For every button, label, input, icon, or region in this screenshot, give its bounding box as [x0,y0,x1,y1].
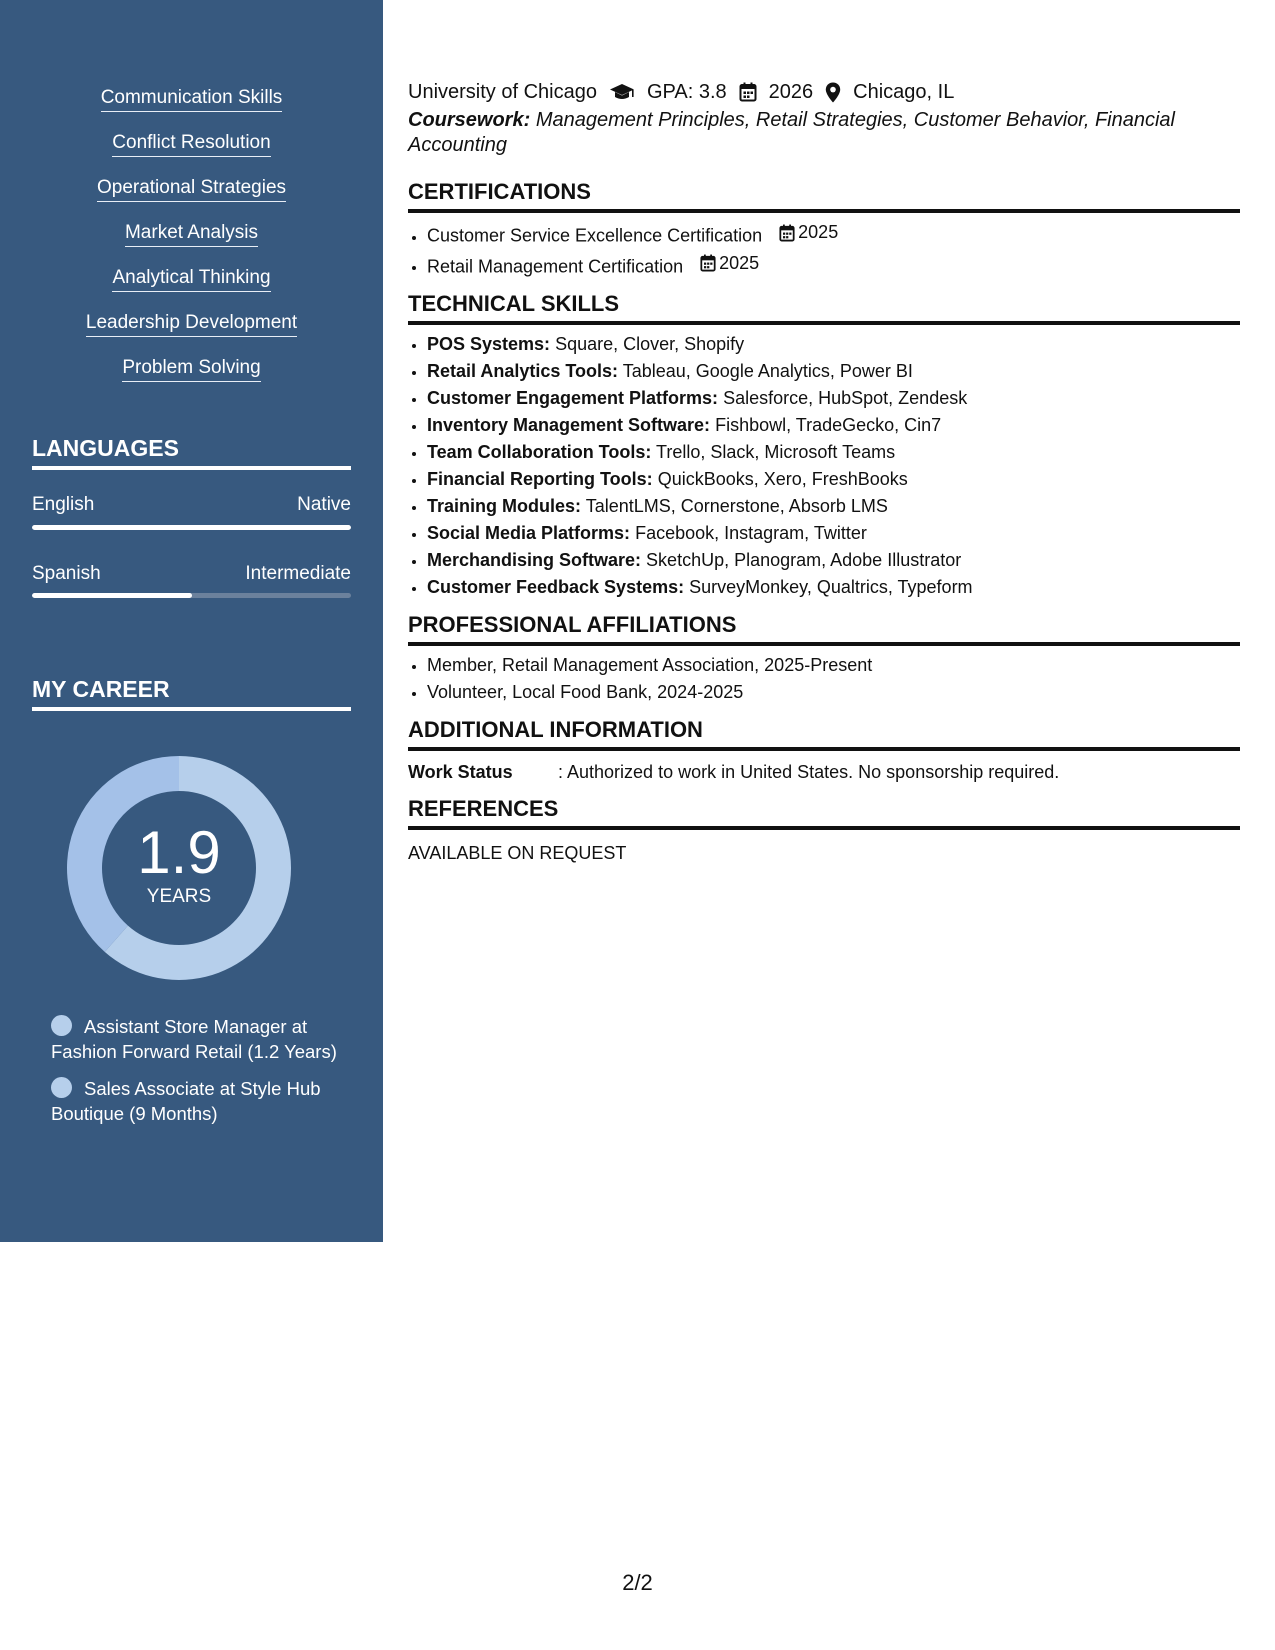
skill-tools: QuickBooks, Xero, FreshBooks [657,469,908,489]
career-item [51,1015,341,1064]
career-item-text: Assistant Store Manager at Fashion Forward Retail (1.2 Years) [51,1016,337,1062]
certification-name: Customer Service Excellence Certification [427,225,763,246]
skill-tools: TalentLMS, Cornerstone, Absorb LMS [585,496,888,516]
skill-item: Leadership Development [86,311,297,337]
calendar-icon [739,82,757,102]
bullet-dot-icon [51,1077,72,1098]
coursework-list: Management Principles, Retail Strategies, Customer Behavior, Financial Accounting [408,109,1176,156]
page-number: 2/2 [622,1570,653,1595]
calendar-icon [700,254,716,272]
skill-tools: Salesforce, HubSpot, Zendesk [723,388,968,408]
career-list [51,1015,341,1139]
skill-category: Customer Engagement Platforms: [427,388,719,408]
technical-skill-item [427,574,1240,601]
certification-year: 2025 [798,222,839,242]
skill-category: Customer Feedback Systems: [427,577,685,597]
skill-tools: Square, Clover, Shopify [555,334,745,354]
map-pin-icon [825,82,841,103]
bullet-dot-icon [51,1015,72,1036]
language-name: Spanish [32,563,101,584]
language-proficiency-bar [32,525,351,530]
sidebar [0,0,383,1242]
gpa: GPA: 3.8 [646,81,727,103]
coursework [408,108,1240,158]
main-content [408,78,1240,866]
certification-name: Retail Management Certification [427,256,684,276]
skill-item: Communication Skills [101,86,283,112]
language-proficiency-fill [32,593,192,598]
technical-skill-item [427,520,1240,547]
skill-category: Retail Analytics Tools: [427,361,619,381]
certification-date [779,219,838,246]
language-proficiency-bar [32,593,351,598]
additional-info-heading: ADDITIONAL INFORMATION [408,716,1240,751]
skill-item: Analytical Thinking [112,266,270,292]
references-heading: REFERENCES [408,795,1240,830]
language-name: English [32,494,95,515]
career-heading: MY CAREER [32,675,351,711]
certifications-list [408,219,1240,280]
technical-skill-item [427,466,1240,493]
languages-heading: LANGUAGES [32,434,351,470]
skill-item: Market Analysis [125,221,258,247]
skill-item: Problem Solving [122,356,260,382]
graduation-year: 2026 [768,81,814,103]
work-status-value: : Authorized to work in United States. No sponsorship required. [558,762,1060,782]
school-location: Chicago, IL [853,81,955,103]
technical-skill-item [427,331,1240,358]
career-total-unit: YEARS [146,886,212,907]
language-proficiency-fill [32,525,351,530]
skill-category: Team Collaboration Tools: [427,442,652,462]
skill-category: Social Media Platforms: [427,523,631,543]
career-item-text: Sales Associate at Style Hub Boutique (9 Months) [51,1078,321,1124]
technical-skill-item [427,412,1240,439]
certification-item [427,250,1240,281]
work-status [408,759,1240,785]
skills-list [0,86,383,401]
affiliations-list [408,652,1240,706]
skill-category: Merchandising Software: [427,550,642,570]
language-level: Native [297,494,351,515]
skill-tools: Trello, Slack, Microsoft Teams [656,442,896,462]
technical-skills-list [408,331,1240,601]
technical-skills-heading: TECHNICAL SKILLS [408,290,1240,325]
work-status-label: Work Status [408,762,513,782]
career-item [51,1077,341,1126]
certification-item [427,219,1240,250]
certification-date [700,250,759,277]
calendar-icon [779,224,795,242]
education-line [408,78,1240,106]
skill-tools: Facebook, Instagram, Twitter [635,523,867,543]
skill-category: Inventory Management Software: [427,415,711,435]
language-level: Intermediate [245,563,351,584]
skill-tools: Fishbowl, TradeGecko, Cin7 [715,415,942,435]
skill-category: Training Modules: [427,496,582,516]
skill-tools: SurveyMonkey, Qualtrics, Typeform [689,577,973,597]
skill-category: Financial Reporting Tools: [427,469,653,489]
affiliation-item: • Member, Retail Management Association, 2025-Present [427,652,1240,679]
skill-tools: SketchUp, Planogram, Adobe Illustrator [646,550,962,570]
certifications-heading: CERTIFICATIONS [408,178,1240,213]
career-donut-chart [66,755,292,981]
references-text: AVAILABLE ON REQUEST [408,843,627,863]
school-name: University of Chicago [408,81,597,103]
skill-item: Operational Strategies [97,176,286,202]
affiliation-item: • Volunteer, Local Food Bank, 2024-2025 [427,679,1240,706]
certification-year: 2025 [719,252,760,273]
coursework-label: Coursework: [408,109,531,131]
career-total-value: 1.9 [137,819,221,886]
technical-skill-item [427,385,1240,412]
technical-skill-item [427,493,1240,520]
affiliations-heading: PROFESSIONAL AFFILIATIONS [408,611,1240,646]
skill-item: Conflict Resolution [112,131,270,157]
career-total [66,755,292,981]
technical-skill-item [427,358,1240,385]
graduation-cap-icon [609,82,635,102]
skill-tools: Tableau, Google Analytics, Power BI [622,361,913,381]
skill-category: POS Systems: [427,334,551,354]
technical-skill-item [427,547,1240,574]
technical-skill-item [427,439,1240,466]
